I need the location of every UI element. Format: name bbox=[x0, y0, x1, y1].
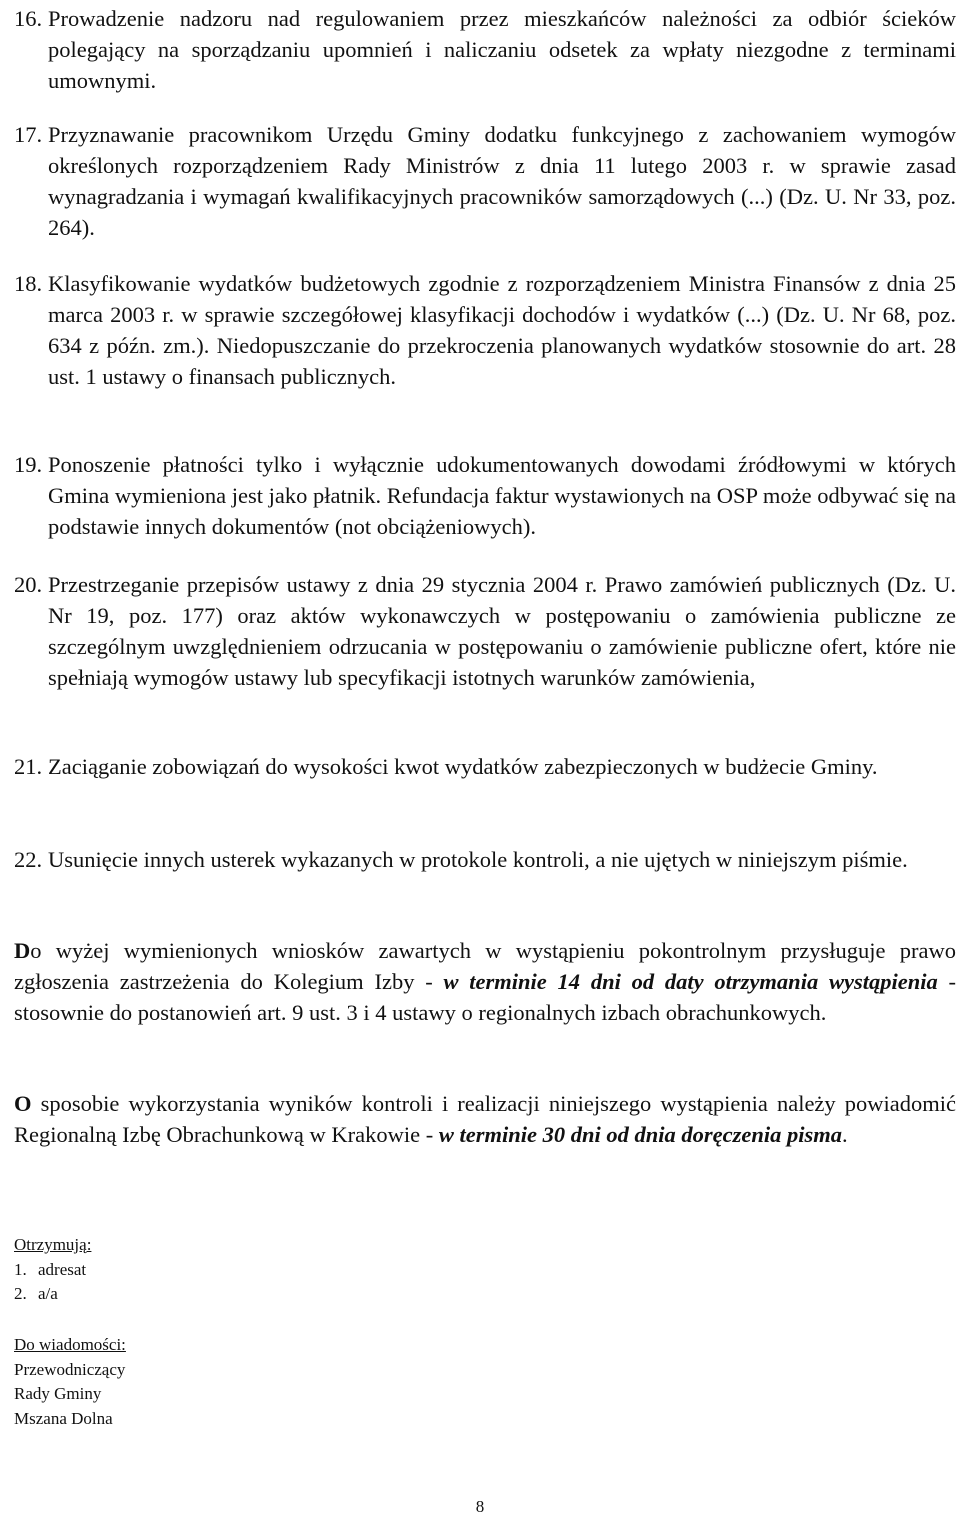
item-text: Ponoszenie płatności tylko i wyłącznie udokumentowanych dowodami źródłowymi w których Gmina wymieniona jest jako płatnik. Refundacja faktur wystawionych na OSP może odbywać się na podstawie innych dokumentów (not obciążeniowych). bbox=[48, 452, 956, 539]
item-number: 21. bbox=[14, 754, 43, 779]
cc-block bbox=[14, 1333, 126, 1431]
list-item-16 bbox=[14, 3, 956, 96]
recipient-item: 1. adresat bbox=[14, 1259, 87, 1279]
recipient-item: 2. a/a bbox=[14, 1284, 58, 1303]
list-item-22 bbox=[14, 844, 956, 875]
deadline-emphasis: w terminie 30 dni od dnia doręczenia pisma bbox=[438, 1122, 842, 1147]
cc-line: Rady Gminy bbox=[14, 1384, 102, 1403]
list-item-21 bbox=[14, 751, 956, 782]
item-text: Przyznawanie pracownikom Urzędu Gminy dodatku funkcyjnego z zachowaniem wymogów określonych rozporządzeniem Rady Ministrów z dnia 11 lutego 2003 r. w sprawie zasad wynagradzania i wymagań kwalifikacyjnych pracowników samorządowych (...) (Dz. U. Nr 33, poz. 264). bbox=[48, 122, 956, 240]
cc-heading: Do wiadomości: bbox=[14, 1335, 126, 1354]
item-number: 19. bbox=[14, 452, 43, 477]
deadline-emphasis: w terminie 14 dni od daty otrzymania wystąpienia bbox=[443, 969, 938, 994]
paragraph-text: - stosownie do postanowień art. 9 ust. 3 i 4 ustawy o regionalnych izbach obrachunkowych. bbox=[14, 969, 957, 1025]
cc-line: Mszana Dolna bbox=[14, 1408, 113, 1428]
item-text: Klasyfikowanie wydatków budżetowych zgodnie z rozporządzeniem Ministra Finansów z dnia 25 marca 2003 r. w sprawie szczegółowej klasyfikacji dochodów i wydatków (...) (Dz. U. Nr 68, poz. 634 z późn. zm.). Niedopuszczanie do przekroczenia planowanych wydatków stosownie do art. 28 ust. 1 ustawy o finansach publicznych. bbox=[48, 271, 956, 389]
item-number: 17. bbox=[14, 122, 43, 147]
list-item-17 bbox=[14, 119, 956, 243]
item-number: 18. bbox=[14, 271, 43, 296]
drop-letter: D bbox=[14, 938, 31, 963]
item-text: Usunięcie innych usterek wykazanych w protokole kontroli, a nie ujętych w niniejszym piśmie. bbox=[48, 847, 908, 872]
drop-letter: O bbox=[14, 1091, 32, 1116]
item-text: Prowadzenie nadzoru nad regulowaniem przez mieszkańców należności za odbiór ścieków polegający na sporządzaniu upomnień i naliczaniu odsetek za wpłaty niezgodne z terminami umownymi. bbox=[48, 6, 956, 93]
item-text: Przestrzeganie przepisów ustawy z dnia 29 stycznia 2004 r. Prawo zamówień publicznych (Dz. U. Nr 19, poz. 177) oraz aktów wykonawczych w postępowaniu o zamówienia publiczne ze szczególnym uwzględnieniem odrzucania w postępowaniu o zamówienie publiczne ofert, które nie spełniają wymogów ustawy lub specyfikacji istotnych warunków zamówienia, bbox=[48, 572, 956, 690]
list-item-20 bbox=[14, 569, 956, 693]
paragraph-text: . bbox=[842, 1122, 848, 1147]
page-number: 8 bbox=[475, 1497, 485, 1516]
item-number: 20. bbox=[14, 572, 43, 597]
item-number: 22. bbox=[14, 847, 43, 872]
item-number: 16. bbox=[14, 6, 43, 31]
item-text: Zaciąganie zobowiązań do wysokości kwot wydatków zabezpieczonych w budżecie Gminy. bbox=[48, 754, 878, 779]
paragraph-text: o wyżej wymienionych wniosków zawartych w wystąpieniu pokontrolnym przysługuje prawo zgłoszenia zastrzeżenia do Kolegium Izby - bbox=[14, 938, 956, 994]
cc-line: Przewodniczący bbox=[14, 1359, 126, 1379]
recipients-block bbox=[14, 1233, 91, 1307]
objection-paragraph bbox=[14, 935, 956, 1028]
recipients-heading: Otrzymują: bbox=[14, 1235, 92, 1254]
paragraph-text: sposobie wykorzystania wyników kontroli i realizacji niniejszego wystąpienia należy powiadomić Regionalną Izbę Obrachunkową w Krakowie - bbox=[14, 1091, 956, 1147]
list-item-18 bbox=[14, 268, 956, 392]
notification-paragraph bbox=[14, 1088, 956, 1150]
list-item-19 bbox=[14, 449, 956, 542]
